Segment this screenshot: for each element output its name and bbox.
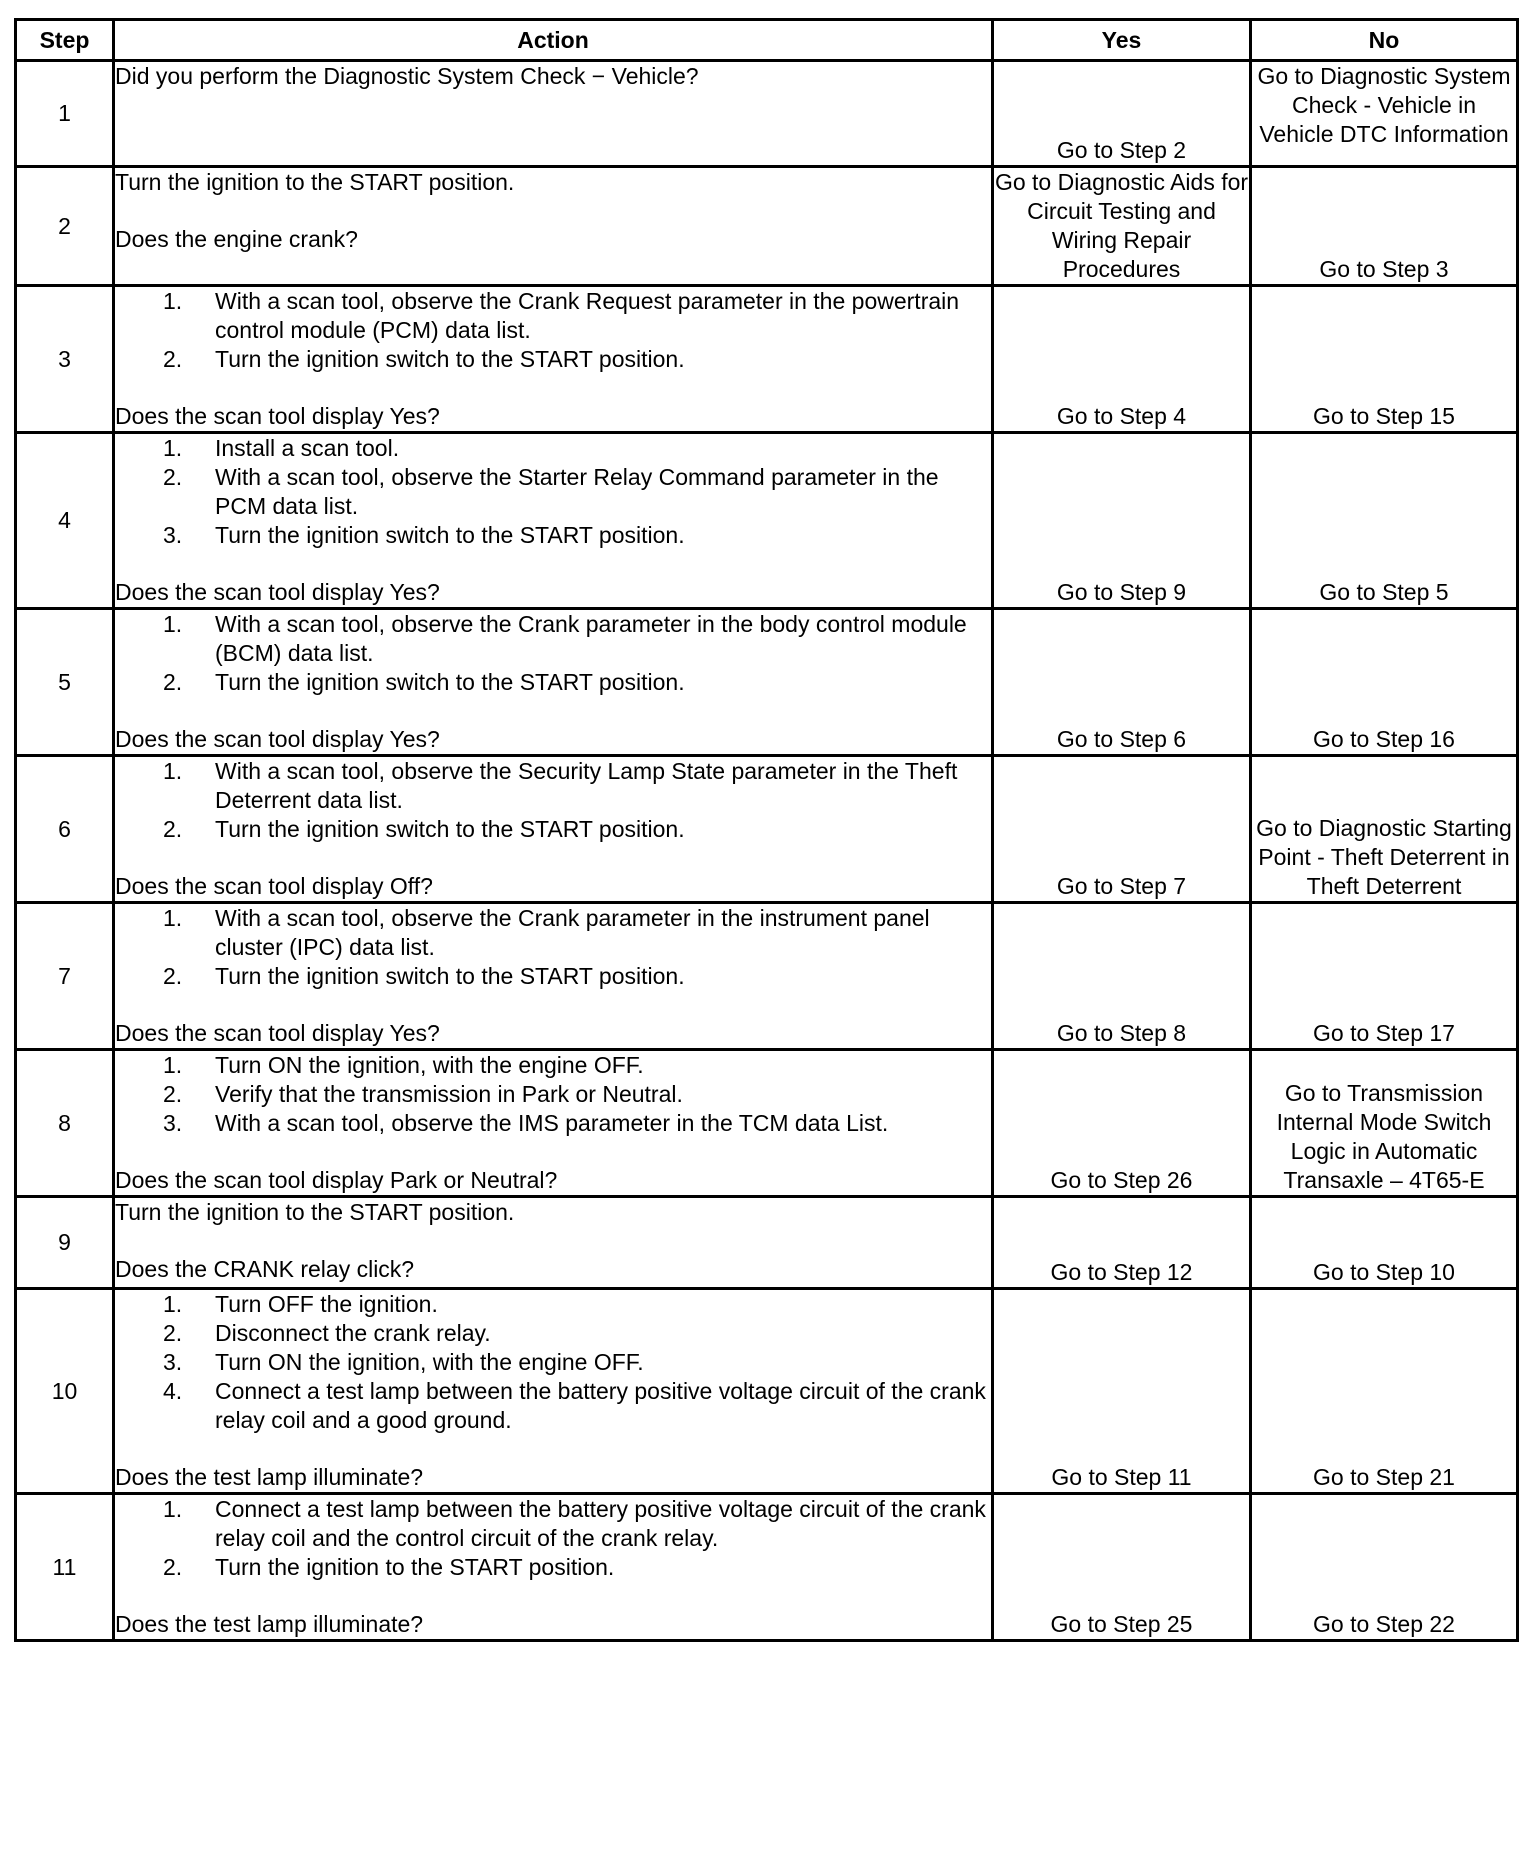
list-item: 1. With a scan tool, observe the Crank parameter in the body control module (BCM) data list. [163, 611, 967, 666]
header-action: Action [114, 20, 993, 61]
no-cell: Go to Step 16 [1251, 609, 1518, 756]
list-item: 4. Connect a test lamp between the battery positive voltage circuit of the crank relay coil and a good ground. [163, 1378, 986, 1433]
yes-cell: Go to Step 9 [993, 433, 1251, 609]
yes-cell: Go to Step 4 [993, 286, 1251, 433]
instruction-list [115, 904, 991, 991]
table-row [16, 61, 1518, 167]
no-cell: Go to Diagnostic System Check - Vehicle in Vehicle DTC Information [1251, 61, 1518, 167]
instruction-list [115, 287, 991, 374]
list-item: 2. Turn the ignition switch to the START position. [163, 669, 685, 695]
no-cell: Go to Step 15 [1251, 286, 1518, 433]
action-question: Does the test lamp illuminate? [115, 1611, 424, 1637]
instruction-list [115, 1290, 991, 1435]
instruction-list [115, 1051, 991, 1138]
table-row [16, 1494, 1518, 1641]
no-cell: Go to Transmission Internal Mode Switch Logic in Automatic Transaxle – 4T65-E [1251, 1050, 1518, 1197]
yes-cell: Go to Step 6 [993, 609, 1251, 756]
list-item: 2. Turn the ignition switch to the START position. [163, 963, 685, 989]
no-cell: Go to Diagnostic Starting Point - Theft Deterrent in Theft Deterrent [1251, 756, 1518, 903]
no-cell: Go to Step 3 [1251, 167, 1518, 286]
step-number: 6 [16, 756, 114, 903]
list-item: 3. Turn the ignition switch to the START position. [163, 522, 685, 548]
action-question: Does the scan tool display Yes? [115, 579, 440, 605]
yes-cell: Go to Step 2 [993, 61, 1251, 167]
list-item: 3. With a scan tool, observe the IMS parameter in the TCM data List. [163, 1110, 889, 1136]
header-no: No [1251, 20, 1518, 61]
table-row [16, 1197, 1518, 1289]
action-instruction: Turn the ignition to the START position. [115, 1199, 515, 1225]
list-item: 2. Turn the ignition switch to the START position. [163, 816, 685, 842]
action-cell [114, 61, 993, 167]
yes-cell: Go to Step 8 [993, 903, 1251, 1050]
list-item: 1. With a scan tool, observe the Crank Request parameter in the powertrain control module (PCM) data list. [163, 288, 960, 343]
instruction-list [115, 610, 991, 697]
no-cell: Go to Step 10 [1251, 1197, 1518, 1289]
step-number: 2 [16, 167, 114, 286]
list-item: 2. Turn the ignition switch to the START position. [163, 346, 685, 372]
action-cell [114, 1494, 993, 1641]
action-question: Does the scan tool display Park or Neutral? [115, 1167, 558, 1193]
table-row [16, 609, 1518, 756]
header-step: Step [16, 20, 114, 61]
action-question: Does the engine crank? [115, 226, 358, 252]
step-number: 10 [16, 1289, 114, 1494]
action-cell [114, 433, 993, 609]
header-row [16, 20, 1518, 61]
step-number: 7 [16, 903, 114, 1050]
table-row [16, 756, 1518, 903]
table-row [16, 286, 1518, 433]
list-item: 1. Install a scan tool. [163, 435, 400, 461]
list-item: 1. Turn OFF the ignition. [163, 1291, 438, 1317]
action-question: Does the test lamp illuminate? [115, 1464, 424, 1490]
action-cell [114, 167, 993, 286]
list-item: 3. Turn ON the ignition, with the engine OFF. [163, 1349, 644, 1375]
diagnostic-table [14, 18, 1519, 1642]
no-cell: Go to Step 5 [1251, 433, 1518, 609]
action-cell [114, 903, 993, 1050]
list-item: 2. Turn the ignition to the START position. [163, 1554, 615, 1580]
no-cell: Go to Step 21 [1251, 1289, 1518, 1494]
no-cell: Go to Step 22 [1251, 1494, 1518, 1641]
action-cell [114, 286, 993, 433]
table-row [16, 167, 1518, 286]
step-number: 4 [16, 433, 114, 609]
list-item: 2. Disconnect the crank relay. [163, 1320, 491, 1346]
step-number: 8 [16, 1050, 114, 1197]
table-row [16, 1289, 1518, 1494]
step-number: 1 [16, 61, 114, 167]
step-number: 5 [16, 609, 114, 756]
yes-cell: Go to Step 12 [993, 1197, 1251, 1289]
list-item: 2. Verify that the transmission in Park or Neutral. [163, 1081, 683, 1107]
action-instruction: Turn the ignition to the START position. [115, 169, 515, 195]
list-item: 1. Connect a test lamp between the battery positive voltage circuit of the crank relay coil and the control circuit of the crank relay. [163, 1496, 986, 1551]
table-row [16, 433, 1518, 609]
action-question: Does the scan tool display Yes? [115, 1020, 440, 1046]
action-cell [114, 609, 993, 756]
table-row [16, 1050, 1518, 1197]
yes-cell: Go to Step 11 [993, 1289, 1251, 1494]
header-yes: Yes [993, 20, 1251, 61]
yes-cell: Go to Step 25 [993, 1494, 1251, 1641]
list-item: 1. Turn ON the ignition, with the engine OFF. [163, 1052, 644, 1078]
table-row [16, 903, 1518, 1050]
yes-cell: Go to Diagnostic Aids for Circuit Testing and Wiring Repair Procedures [993, 167, 1251, 286]
list-item: 1. With a scan tool, observe the Security Lamp State parameter in the Theft Deterrent data list. [163, 758, 958, 813]
list-item: 2. With a scan tool, observe the Starter Relay Command parameter in the PCM data list. [163, 464, 939, 519]
no-cell: Go to Step 17 [1251, 903, 1518, 1050]
action-question: Does the scan tool display Off? [115, 873, 433, 899]
action-instruction: Did you perform the Diagnostic System Check − Vehicle? [115, 63, 699, 89]
instruction-list [115, 757, 991, 844]
instruction-list [115, 1495, 991, 1582]
step-number: 3 [16, 286, 114, 433]
action-question: Does the scan tool display Yes? [115, 403, 440, 429]
action-cell [114, 756, 993, 903]
action-cell [114, 1289, 993, 1494]
action-cell [114, 1050, 993, 1197]
action-cell [114, 1197, 993, 1289]
yes-cell: Go to Step 26 [993, 1050, 1251, 1197]
yes-cell: Go to Step 7 [993, 756, 1251, 903]
instruction-list [115, 434, 991, 550]
step-number: 9 [16, 1197, 114, 1289]
action-question: Does the CRANK relay click? [115, 1256, 415, 1282]
step-number: 11 [16, 1494, 114, 1641]
action-question: Does the scan tool display Yes? [115, 726, 440, 752]
list-item: 1. With a scan tool, observe the Crank parameter in the instrument panel cluster (IPC) data list. [163, 905, 930, 960]
